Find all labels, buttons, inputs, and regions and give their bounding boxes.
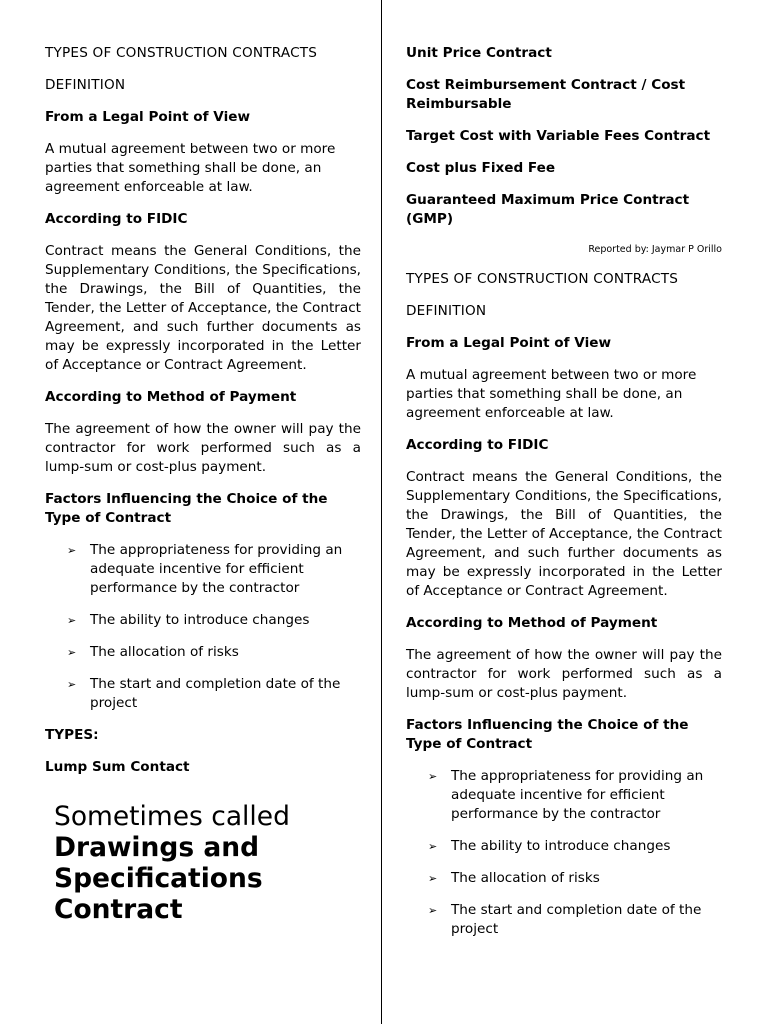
callout-note	[54, 801, 361, 925]
target-cost-heading: Target Cost with Variable Fees Contract	[406, 128, 711, 144]
definition-heading-repeat: DEFINITION	[406, 303, 487, 319]
fidic-text-repeat: Contract means the General Conditions, the Supplementary Conditions, the Specifications, the Drawings, the Bill of Quantities, the Tender, the Letter of Acceptance, the Contract Agreement, and such further documents as may be expressly incorporated in the Letter of Acceptance or Contract Agreement.	[406, 469, 722, 599]
arrow-bullet-icon: ➢	[428, 770, 438, 783]
right-column	[406, 44, 722, 952]
fidic-heading: According to FIDIC	[45, 211, 188, 227]
factors-heading-repeat: Factors Influencing the Choice of the Type of Contract	[406, 717, 689, 752]
list-item	[45, 541, 361, 598]
list-item	[406, 901, 722, 939]
column-divider	[381, 0, 382, 1024]
fidic-heading-repeat: According to FIDIC	[406, 437, 549, 453]
arrow-bullet-icon: ➢	[428, 840, 438, 853]
list-item	[45, 675, 361, 713]
document-title: TYPES OF CONSTRUCTION CONTRACTS	[45, 45, 318, 61]
list-item-text: The start and completion date of the project	[90, 676, 341, 711]
legal-text: A mutual agreement between two or more parties that something shall be done, an agreement enforceable at law.	[45, 141, 336, 195]
factors-list	[45, 541, 361, 713]
types-heading: TYPES:	[45, 727, 99, 743]
document-title-repeat: TYPES OF CONSTRUCTION CONTRACTS	[406, 271, 679, 287]
list-item-text: The ability to introduce changes	[451, 838, 671, 854]
list-item	[45, 611, 361, 630]
legal-text-repeat: A mutual agreement between two or more parties that something shall be done, an agreement enforceable at law.	[406, 367, 697, 421]
arrow-bullet-icon: ➢	[67, 646, 77, 659]
cost-plus-heading: Cost plus Fixed Fee	[406, 160, 556, 176]
definition-heading: DEFINITION	[45, 77, 126, 93]
list-item-text: The appropriateness for providing an adequate incentive for efficient performance by the contractor	[90, 542, 343, 596]
arrow-bullet-icon: ➢	[428, 872, 438, 885]
factors-list-repeat	[406, 767, 722, 939]
callout-line-1: Sometimes called	[54, 801, 290, 832]
list-item-text: The start and completion date of the project	[451, 902, 702, 937]
arrow-bullet-icon: ➢	[67, 678, 77, 691]
list-item	[406, 869, 722, 888]
fidic-text: Contract means the General Conditions, the Supplementary Conditions, the Specifications, the Drawings, the Bill of Quantities, the Tender, the Letter of Acceptance, the Contract Agreement, and such further documents as may be expressly incorporated in the Letter of Acceptance or Contract Agreement.	[45, 243, 361, 373]
cost-reimbursement-heading: Cost Reimbursement Contract / Cost Reimbursable	[406, 77, 686, 112]
legal-heading-repeat: From a Legal Point of View	[406, 335, 612, 351]
gmp-heading: Guaranteed Maximum Price Contract (GMP)	[406, 192, 690, 227]
payment-heading: According to Method of Payment	[45, 389, 297, 405]
arrow-bullet-icon: ➢	[67, 544, 77, 557]
left-column	[45, 44, 361, 925]
list-item	[406, 767, 722, 824]
callout-line-2: Drawings and Specifications Contract	[54, 832, 263, 925]
list-item-text: The allocation of risks	[90, 644, 239, 660]
arrow-bullet-icon: ➢	[67, 614, 77, 627]
payment-heading-repeat: According to Method of Payment	[406, 615, 658, 631]
payment-text-repeat: The agreement of how the owner will pay the contractor for work performed such as a lump-sum or cost-plus payment.	[406, 647, 722, 701]
payment-text: The agreement of how the owner will pay the contractor for work performed such as a lump-sum or cost-plus payment.	[45, 421, 361, 475]
list-item	[45, 643, 361, 662]
list-item	[406, 837, 722, 856]
list-item-text: The ability to introduce changes	[90, 612, 310, 628]
list-item-text: The allocation of risks	[451, 870, 600, 886]
legal-heading: From a Legal Point of View	[45, 109, 251, 125]
reported-by: Reported by: Jaymar P Orillo	[588, 244, 722, 255]
list-item-text: The appropriateness for providing an adequate incentive for efficient performance by the contractor	[451, 768, 704, 822]
arrow-bullet-icon: ➢	[428, 904, 438, 917]
factors-heading: Factors Influencing the Choice of the Type of Contract	[45, 491, 328, 526]
lump-sum-heading: Lump Sum Contact	[45, 759, 190, 775]
unit-price-heading: Unit Price Contract	[406, 45, 552, 61]
